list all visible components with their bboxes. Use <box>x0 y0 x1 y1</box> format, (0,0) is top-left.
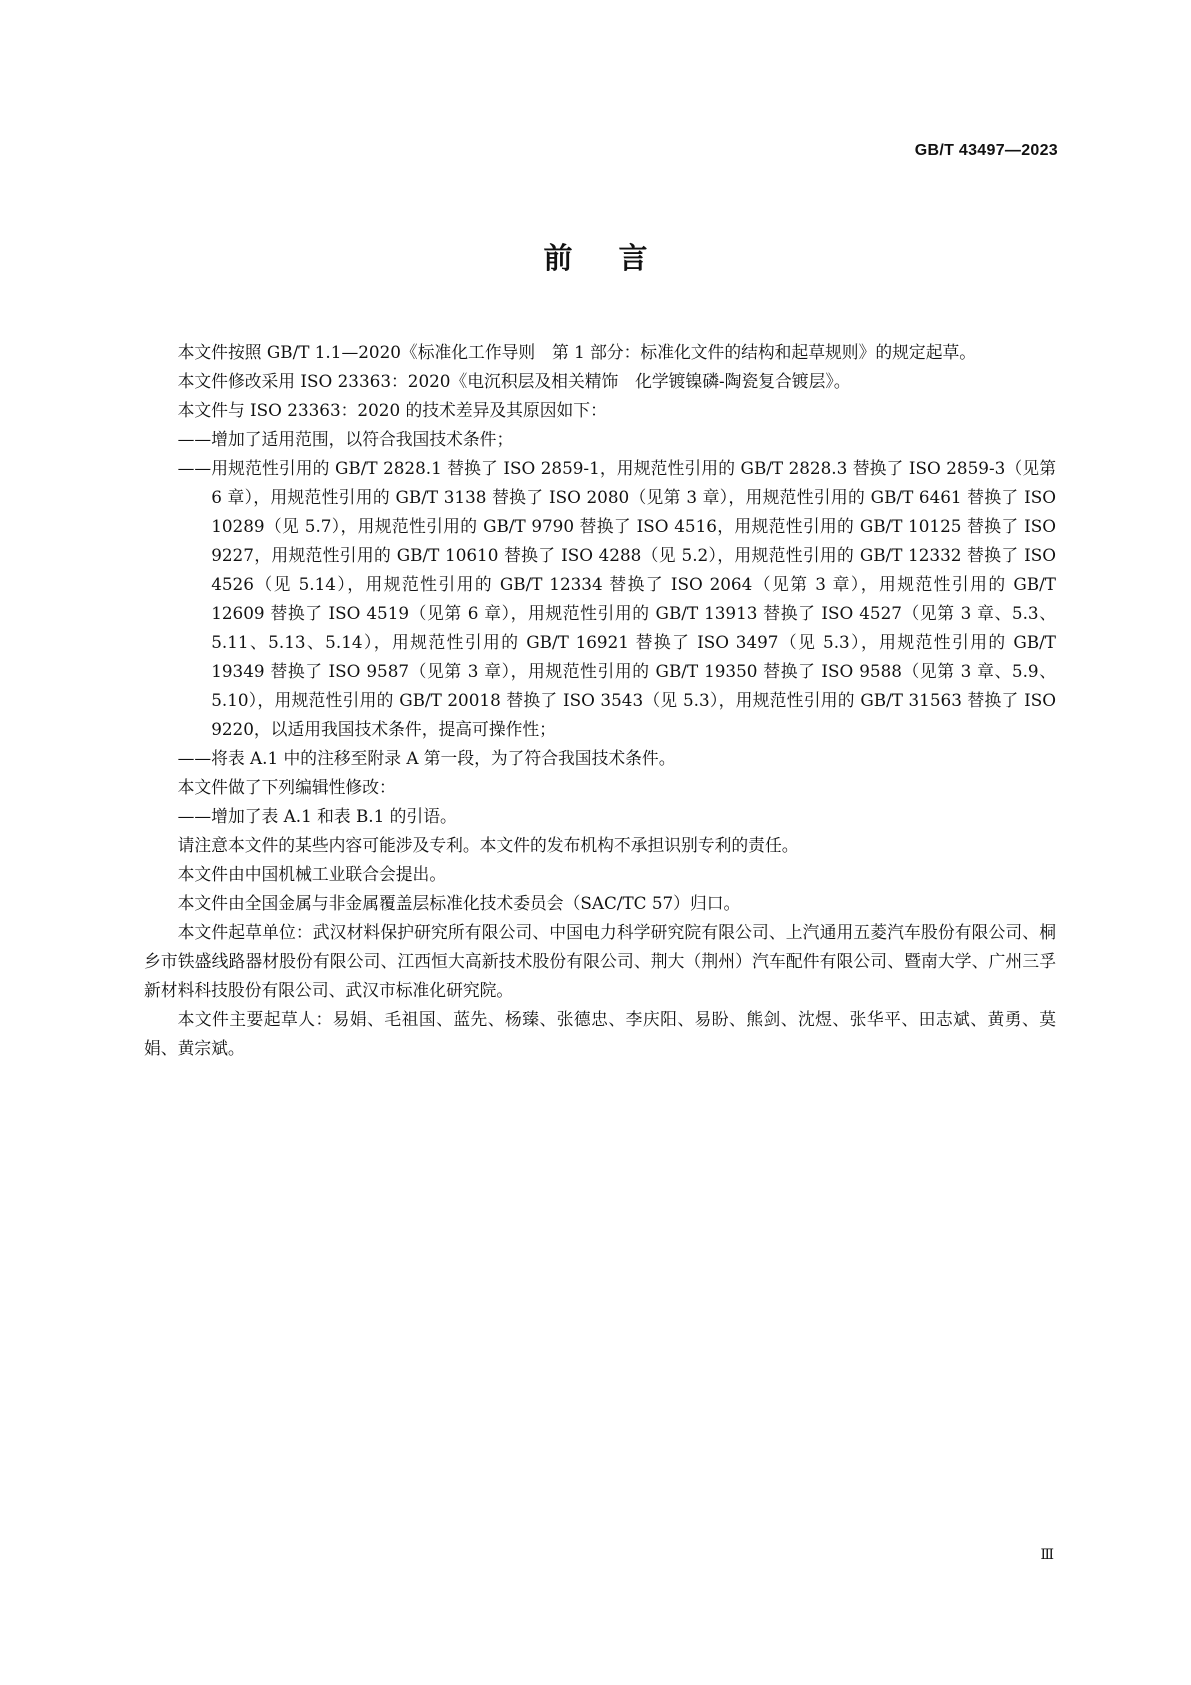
paragraph-differences-intro: 本文件与 ISO 23363：2020 的技术差异及其原因如下： <box>177 400 607 420</box>
list-item-table-note: ——将表 A.1 中的注移至附录 A 第一段，为了符合我国技术条件。 <box>177 748 676 768</box>
page-number: Ⅲ <box>1040 1547 1054 1563</box>
paragraph-drafting-units: 本文件起草单位：武汉材料保护研究所有限公司、中国电力科学研究院有限公司、上汽通用五菱汽车股份有限公司、桐乡市铁盛线路器材股份有限公司、江西恒大高新技术股份有限公司、荆大（荆州）汽车配件有限公司、暨南大学、广州三孚新材料科技股份有限公司、武汉市标准化研究院。 <box>144 922 1056 1000</box>
paragraph-drafters: 本文件主要起草人：易娟、毛祖国、蓝先、杨臻、张德忠、李庆阳、易盼、熊剑、沈煜、张华平、田志斌、黄勇、莫娟、黄宗斌。 <box>144 1009 1056 1058</box>
paragraph-editorial-intro: 本文件做了下列编辑性修改： <box>177 777 396 797</box>
document-code: GB/T 43497—2023 <box>914 142 1058 159</box>
paragraph-adoption: 本文件修改采用 ISO 23363：2020《电沉积层及相关精饰 化学镀镍磷-陶瓷复合镀层》。 <box>177 371 851 391</box>
foreword-body <box>144 338 1056 1063</box>
paragraph-patent-notice: 请注意本文件的某些内容可能涉及专利。本文件的发布机构不承担识别专利的责任。 <box>177 835 799 855</box>
paragraph-drafting-rules: 本文件按照 GB/T 1.1—2020《标准化工作导则 第 1 部分：标准化文件的结构和起草规则》的规定起草。 <box>177 342 977 362</box>
paragraph-proposer: 本文件由中国机械工业联合会提出。 <box>177 864 447 884</box>
list-item-table-leads: ——增加了表 A.1 和表 B.1 的引语。 <box>177 806 457 826</box>
paragraph-committee: 本文件由全国金属与非金属覆盖层标准化技术委员会（SAC/TC 57）归口。 <box>177 893 741 913</box>
page-title: 前言 <box>543 241 694 275</box>
list-item-scope: ——增加了适用范围，以符合我国技术条件； <box>177 429 514 449</box>
list-item-normative-references: ——用规范性引用的 GB/T 2828.1 替换了 ISO 2859-1，用规范性引用的 GB/T 2828.3 替换了 ISO 2859-3（见第 6 章），用规范性引用的 GB/T 3138 替换了 ISO 2080（见第 3 章），用规范性引用的 GB/T 6461 替换了 ISO 10289（见 5.7），用规范性引用的 GB/T 9790 替换了 ISO 4516，用规范性引用的 GB/T 10125 替换了 ISO 9227，用规范性引用的 GB/T 10610 替换了 ISO 4288（见 5.2），用规范性引用的 GB/T 12332 替换了 ISO 4526（见 5.14），用规范性引用的 GB/T 12334 替换了 ISO 2064（见第 3 章），用规范性引用的 GB/T 12609 替换了 ISO 4519（见第 6 章），用规范性引用的 GB/T 13913 替换了 ISO 4527（见第 3 章、5.3、5.11、5.13、5.14），用规范性引用的 GB/T 16921 替换了 ISO 3497（见 5.3），用规范性引用的 GB/T 19349 替换了 ISO 9587（见第 3 章），用规范性引用的 GB/T 19350 替换了 ISO 9588（见第 3 章、5.9、5.10），用规范性引用的 GB/T 20018 替换了 ISO 3543（见 5.3），用规范性引用的 GB/T 31563 替换了 ISO 9220，以适用我国技术条件，提高可操作性； <box>177 458 1056 739</box>
